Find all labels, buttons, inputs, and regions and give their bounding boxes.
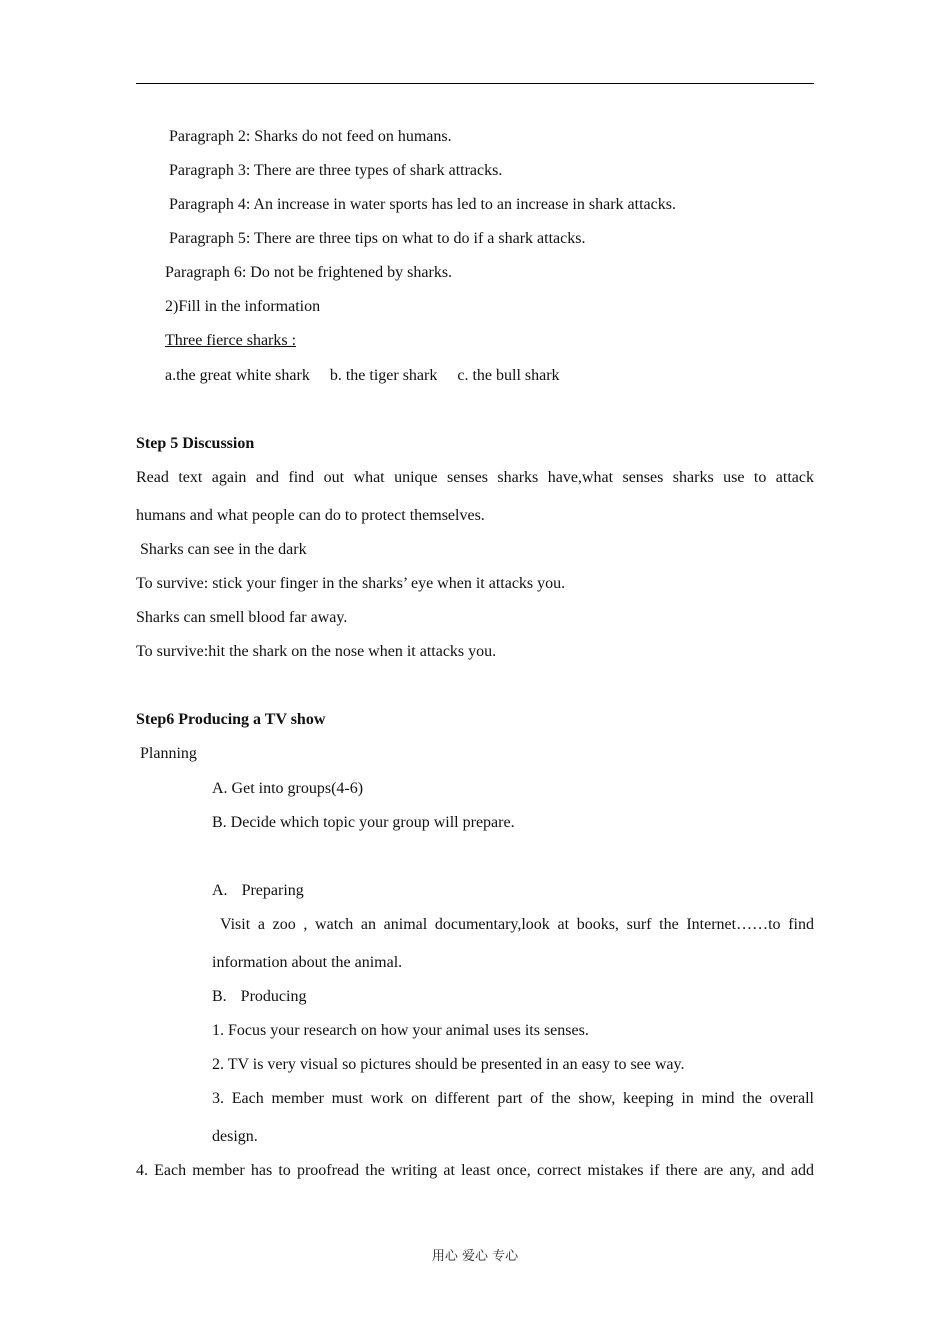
fill-info-heading: 2)Fill in the information xyxy=(165,298,321,315)
shark-item: c. the bull shark xyxy=(457,367,560,384)
page-footer: 用心 爱心 专心 xyxy=(431,1249,519,1264)
preparing-line2: information about the animal. xyxy=(212,954,403,971)
step5-sense-sight: Sharks can see in the dark xyxy=(140,541,307,558)
fierce-sharks-heading: Three fierce sharks : xyxy=(165,332,297,349)
shark-item: a.the great white shark xyxy=(165,367,310,384)
producing-item: 1. Focus your research on how your animal uses its senses. xyxy=(212,1022,589,1039)
producing-item-4-line1: 4. Each member has to proofread the writing at least once, correct mistakes if there are any, and add xyxy=(136,1162,814,1179)
producing-marker: B. xyxy=(212,988,227,1005)
planning-heading: Planning xyxy=(140,745,197,762)
shark-item: b. the tiger shark xyxy=(329,367,438,384)
fierce-sharks-list xyxy=(165,366,560,386)
paragraph-5-summary: Paragraph 5: There are three tips on what to do if a shark attacks. xyxy=(169,230,586,247)
step5-intro-line2: humans and what people can do to protect themselves. xyxy=(136,507,485,524)
producing-heading xyxy=(212,987,306,1007)
paragraph-2-summary: Paragraph 2: Sharks do not feed on humans. xyxy=(169,128,452,145)
paragraph-6-summary: Paragraph 6: Do not be frightened by sharks. xyxy=(165,264,453,281)
paragraph-3-summary: Paragraph 3: There are three types of shark attracks. xyxy=(169,162,503,179)
preparing-heading xyxy=(212,881,304,901)
producing-item: 2. TV is very visual so pictures should be presented in an easy to see way. xyxy=(212,1056,685,1073)
producing-label: Producing xyxy=(240,988,307,1005)
step5-title: Step 5 Discussion xyxy=(136,435,255,452)
producing-item-3-line2: design. xyxy=(212,1128,258,1145)
preparing-marker: A. xyxy=(212,882,228,899)
preparing-line1: Visit a zoo , watch an animal documentary,look at books, surf the Internet……to find xyxy=(220,916,814,933)
step5-survive-tip-2: To survive:hit the shark on the nose when it attacks you. xyxy=(136,643,497,660)
step6-title: Step6 Producing a TV show xyxy=(136,711,326,728)
step5-survive-tip-1: To survive: stick your finger in the sharks’ eye when it attacks you. xyxy=(136,575,566,592)
step5-intro-line1: Read text again and find out what unique senses sharks have,what senses sharks use to attack xyxy=(136,469,814,486)
paragraph-4-summary: Paragraph 4: An increase in water sports has led to an increase in shark attacks. xyxy=(169,196,676,213)
header-rule xyxy=(136,83,814,84)
preparing-label: Preparing xyxy=(241,882,304,899)
producing-item-3-line1: 3. Each member must work on different part of the show, keeping in mind the overall xyxy=(212,1090,814,1107)
planning-item: A. Get into groups(4-6) xyxy=(212,780,364,797)
planning-item: B. Decide which topic your group will prepare. xyxy=(212,814,515,831)
step5-sense-smell: Sharks can smell blood far away. xyxy=(136,609,348,626)
